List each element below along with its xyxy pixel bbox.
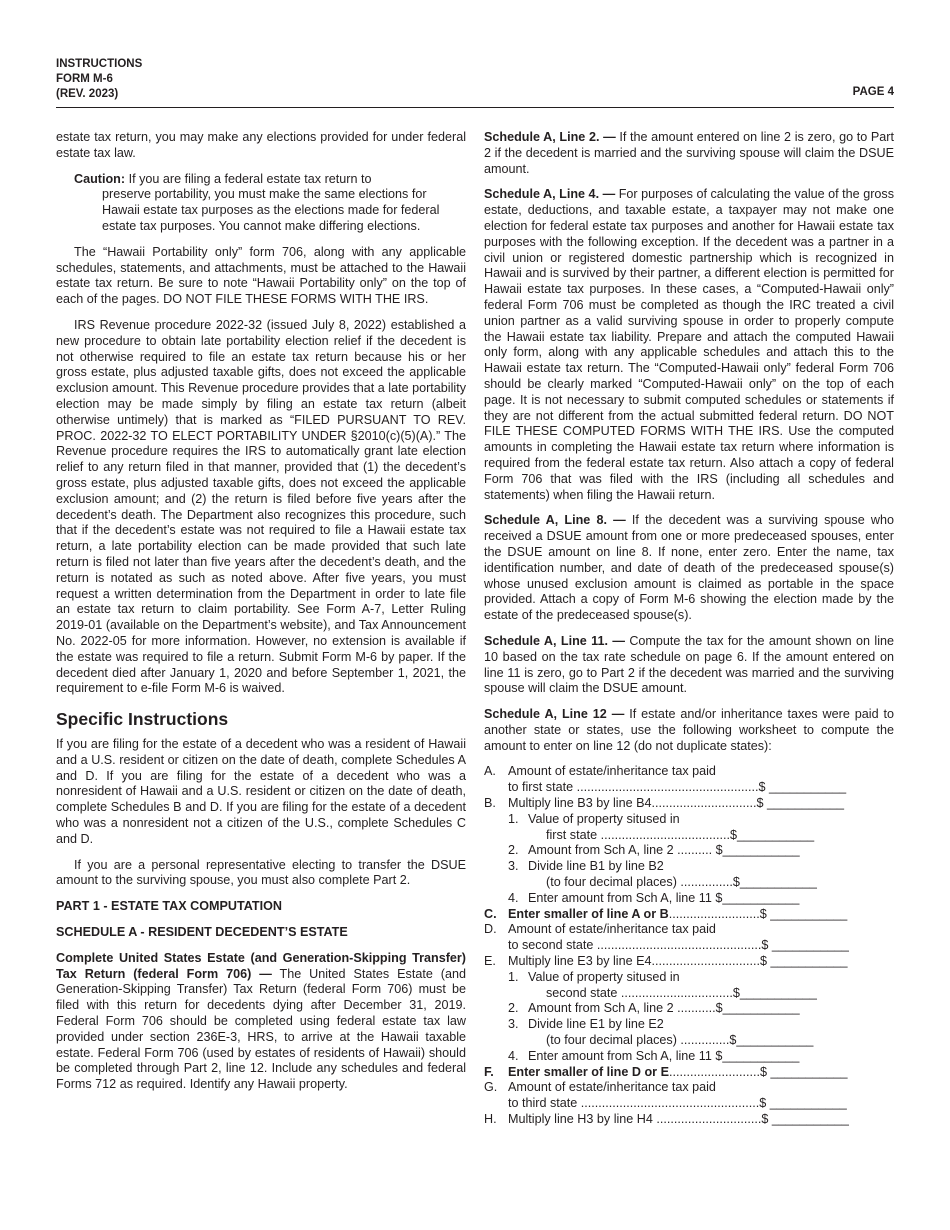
line4-instruction (484, 187, 894, 503)
worksheet-line-e2 (484, 1001, 894, 1017)
worksheet-line-e3 (484, 1017, 894, 1049)
line8-instruction (484, 513, 894, 624)
line-leader: ..........................$ ___________ (668, 906, 848, 921)
line-leader: ..........................$ ___________ (668, 1064, 848, 1079)
line-text: Value of property sitused in (528, 811, 680, 826)
line-text: Enter amount from Sch A, line 11 $___________ (528, 1048, 800, 1063)
line-number: 2. (508, 843, 519, 858)
line-letter: G. (484, 1080, 498, 1095)
caution-label: Caution: (74, 171, 126, 186)
line12-text: If estate and/or inheritance taxes were paid to another state or states, use the following worksheet to compute the amount to enter on line 12 (do not duplicate states): (484, 707, 894, 753)
line-text: Amount of estate/inheritance tax paid (508, 922, 716, 937)
part1-heading: PART 1 - ESTATE TAX COMPUTATION (56, 899, 282, 914)
worksheet-line-c (484, 907, 894, 923)
line-letter: H. (484, 1112, 497, 1127)
line-text: second state ................................$___________ (546, 985, 817, 1000)
line4-text: For purposes of calculating the value of the gross estate, deductions, and taxable estate, a taxpayer may not make one election for federal estate tax purposes and another for Hawaii estate tax purposes with the following exception. If the decedent was a partner in a civil union or registered domestic partnership which is recognized in Hawaii and is survived by their partner, a different election is permitted for Hawaii estate tax purposes. In these cases, a “Computed-Hawaii only” federal Form 706 must be completed as though the IRC treated a civil union partner as a valid surviving spouse in order to properly compute the Hawaii estate tax liability. Prepare and attach the computed Hawaii only form, along with any applicable schedules and attach this to the Hawaii estate tax return. The “Computed-Hawaii only” federal Form 706 should be clearly marked “Computed-Hawaii only” on the top of each page. It is not necessary to submit computed schedules or statements if they are not different from the actual submitted federal return. DO NOT FILE THESE COMPUTED FORMS WITH THE IRS. Use the computed amounts in completing the Hawaii estate tax return where information is required from the federal estate tax return. Also attach a copy of federal Form 706 that was filed with the IRS (including all schedules and statements) when filing the Hawaii return. (484, 187, 894, 502)
line-letter: C. (484, 906, 497, 921)
line-text: Amount from Sch A, line 2 ...........$___________ (528, 1001, 800, 1016)
worksheet-line-f (484, 1065, 894, 1081)
form-706-title: Complete United States Estate (and Generation-Skipping Transfer) Tax Return (federal Form 706) — (56, 950, 466, 981)
line8-text: If the decedent was a surviving spouse who received a DSUE amount from one or more predeceased spouses, enter the DSUE amount on line 8. If none, enter zero. Enter the name, tax identification number, and date of death of the predeceased spouse(s) whose unused exclusion amount is claimed as portable in the space provided. Attach a copy of Form M-6 showing the election made by the estate of the predeceased spouse(s). (484, 513, 894, 623)
line-text: first state .....................................$___________ (546, 827, 815, 842)
line-text: (to four decimal places) ...............$___________ (546, 875, 817, 890)
line11-instruction (484, 634, 894, 697)
worksheet-line-e4 (484, 1049, 894, 1065)
right-column (484, 130, 894, 1128)
paragraph-dsue: If you are a personal representative electing to transfer the DSUE amount to the surviving spouse, you must also complete Part 2. (56, 857, 466, 888)
worksheet-line-e (484, 954, 894, 970)
paragraph-form-706 (56, 951, 466, 1093)
specific-instructions-heading: Specific Instructions (56, 709, 229, 730)
worksheet-line-g (484, 1080, 894, 1112)
left-column (56, 130, 466, 1103)
header-instructions: INSTRUCTIONS (56, 58, 143, 70)
line4-title: Schedule A, Line 4. — (484, 187, 616, 202)
line2-text: If the amount entered on line 2 is zero, go to Part 2 if the decedent is married and the surviving spouse will claim the DSUE amount. (484, 130, 894, 176)
line-number: 2. (508, 1001, 519, 1016)
line-text: Enter smaller of line D or E (508, 1064, 669, 1079)
line-text: Multiply line H3 by line H4 ..............................$ ___________ (508, 1112, 849, 1127)
line-text: Divide line E1 by line E2 (528, 1017, 664, 1032)
form-header (56, 57, 142, 102)
paragraph-schedules: If you are filing for the estate of a decedent who was a resident of Hawaii and a U.S. resident or citizen on the date of death, complete Schedules A and D. If you are filing for the estate of a decedent who was a nonresident of Hawaii and a U.S. resident or citizen on the date of death, complete Schedules B and D. If you are filing for the estate of a decedent who was a nonresident not a citizen of the U.S., complete Schedules C and D. (56, 737, 466, 846)
line-text: Multiply line E3 by line E4...............................$ ___________ (508, 954, 848, 969)
paragraph-elections: estate tax return, you may make any elections provided for under federal estate tax law. (56, 130, 466, 160)
schedule-a-heading: SCHEDULE A - RESIDENT DECEDENT’S ESTATE (56, 925, 348, 940)
line-text: Enter smaller of line A or B (508, 906, 669, 921)
worksheet-line-d (484, 922, 894, 954)
line-text: Enter amount from Sch A, line 11 $___________ (528, 890, 800, 905)
line-text: to first state ....................................................$ ___________ (508, 780, 847, 795)
caution-rest: preserve portability, you must make the same elections for Hawaii estate tax purposes as the elections made for federal estate tax purposes. You cannot make differing elections. (102, 187, 440, 233)
line-number: 1. (508, 811, 519, 826)
line-text: Amount from Sch A, line 2 .......... $___________ (528, 843, 800, 858)
line11-text: Compute the tax for the amount shown on line 10 based on the tax rate schedule on page 6. If the amount entered on line 11 is zero, go to Part 2 if the decedent was married and the surviving spouse will claim the DSUE amount. (484, 633, 895, 696)
line-text: to second state ...............................................$ ___________ (508, 938, 849, 953)
worksheet-line-b (484, 796, 894, 812)
line12-instruction (484, 707, 894, 754)
line-text: (to four decimal places) ..............$___________ (546, 1033, 814, 1048)
line2-title: Schedule A, Line 2. — (484, 130, 616, 144)
line8-title: Schedule A, Line 8. — (484, 513, 626, 528)
line2-instruction (484, 130, 894, 177)
worksheet-line-b3 (484, 859, 894, 891)
line-text: Value of property sitused in (528, 969, 680, 984)
worksheet-line-a (484, 764, 894, 796)
paragraph-rev-proc: IRS Revenue procedure 2022-32 (issued July 8, 2022) established a new procedure to obtain late portability election relief if the decedent is not otherwise required to file an estate tax return because his or her gross estate, plus adjusted taxable gifts, does not exceed the applicable exclusion amount. This Revenue procedure provides that a late portability election may be made simply by filing an estate tax return (albeit otherwise untimely) that is marked as “FILED PURSUANT TO REV. PROC. 2022-32 TO ELECT PORTABILITY UNDER §2010(c)(5)(A).” The Revenue procedure requires the IRS to automatically grant late election relief to any return filed in that manner, provided that (1) the decedent’s gross estate, plus adjusted taxable gifts, does not exceed the applicable exclusion amount; and (2) the return is filed before five years after the decedent’s death. The Department also recognizes this procedure, such that if the decedent’s estate was not required to file a Hawaii estate tax return, a late portability election can be made provided that such late return is filed not later than five years after the decedent’s death, and the return is notated as such as noted above. After five years, you must request a written determination from the Department in order to late file an estate tax return to claim portability. See Form A-7, Letter Ruling 2019-01 (available on the Department’s website), and Tax Announcement No. 2022-05 for more information. However, no extension is available if the estate was required to file a return. Submit Form M-6 by paper. If the decedent died after January 1, 2020 and before September 1, 2021, the requirement to e-file Form M-6 is waived. (56, 317, 466, 696)
line11-title: Schedule A, Line 11. — (484, 633, 625, 648)
line-letter: D. (484, 922, 497, 937)
line-number: 3. (508, 859, 519, 874)
line-text: Amount of estate/inheritance tax paid (508, 764, 716, 779)
line-number: 4. (508, 1048, 519, 1063)
worksheet-line-b2 (484, 843, 894, 859)
worksheet-line-h (484, 1112, 894, 1128)
line-number: 3. (508, 1017, 519, 1032)
line-text: Amount of estate/inheritance tax paid (508, 1080, 716, 1095)
header-form-number: FORM M-6 (56, 73, 113, 85)
worksheet-line-b1 (484, 812, 894, 844)
paragraph-portability-form: The “Hawaii Portability only” form 706, along with any applicable schedules, statements, and attachments, must be attached to the Hawaii estate tax return. Be sure to note “Hawaii Portability only” on the top of each of the pages. DO NOT FILE THESE FORMS WITH THE IRS. (56, 244, 466, 307)
line-letter: B. (484, 796, 496, 811)
header-revision: (REV. 2023) (56, 88, 119, 100)
worksheet-line-e1 (484, 970, 894, 1002)
caution-note (74, 172, 466, 235)
line12-title: Schedule A, Line 12 — (484, 707, 625, 722)
line-number: 1. (508, 969, 519, 984)
line-letter: F. (484, 1064, 494, 1079)
worksheet-line-b4 (484, 891, 894, 907)
form-706-text: The United States Estate (and Generation-Skipping Transfer) Tax Return (federal Form 706) must be filed with this return for decedents dying after December 31, 2019. Federal Form 706 should be completed using federal estate tax law provided under section 236E-3, HRS, to arrive at the Hawaii taxable estate. Federal Form 706 (used by estates of residents of Hawaii) should be completed through Part 2, line 12. Include any schedules and federal Forms 712 as required. Identify any Hawaii property. (56, 966, 466, 1092)
state-tax-worksheet (484, 764, 894, 1127)
line-letter: E. (484, 954, 496, 969)
line-text: Multiply line B3 by line B4..............................$ ___________ (508, 796, 845, 811)
line-text: to third state ...................................................$ ___________ (508, 1096, 847, 1111)
line-letter: A. (484, 764, 496, 779)
line-number: 4. (508, 890, 519, 905)
line-text: Divide line B1 by line B2 (528, 859, 664, 874)
header-divider (56, 107, 894, 108)
caution-first-line: If you are filing a federal estate tax return to (125, 171, 372, 186)
page-number: PAGE 4 (852, 86, 894, 98)
